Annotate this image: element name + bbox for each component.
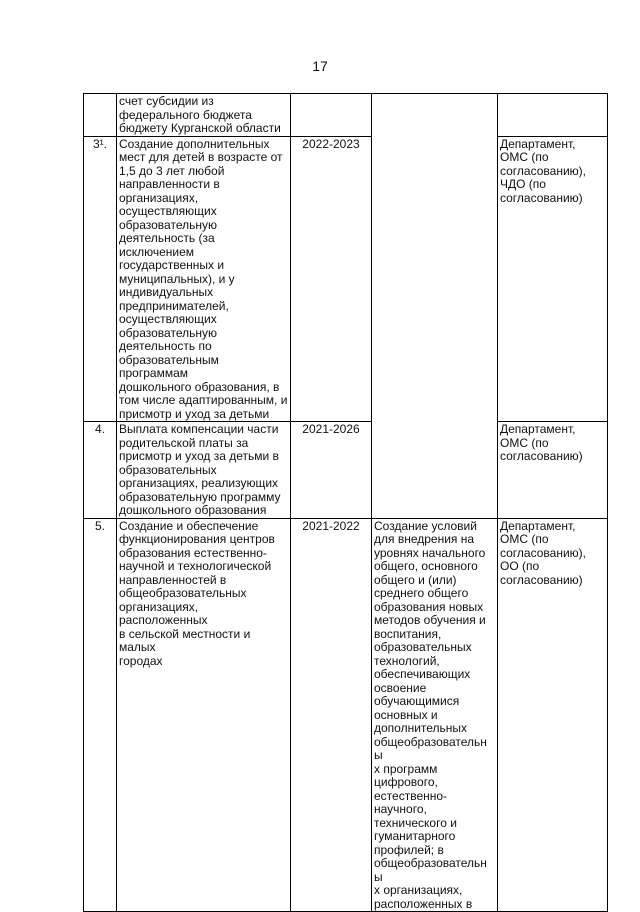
page-number: 17 — [312, 58, 328, 74]
row-number-cell: 4. — [84, 422, 117, 519]
measures-table — [83, 93, 608, 912]
row-number-cell: 5. — [84, 518, 117, 912]
table-row — [84, 422, 608, 519]
table-row — [84, 518, 608, 912]
row-number-cell — [84, 94, 117, 137]
table-row — [84, 94, 608, 137]
years-cell: 2021-2022 — [291, 518, 372, 912]
row-number-cell: 3¹. — [84, 136, 117, 422]
years-cell: 2022-2023 — [291, 136, 372, 422]
executor-cell: Департамент, ОМС (по согласованию), ОО (по согласованию) — [498, 518, 608, 912]
executor-cell: Департамент, ОМС (по согласованию), ЧДО (по согласованию) — [498, 136, 608, 422]
result-cell — [372, 94, 498, 519]
measure-cell: Создание и обеспечение функционирования центров образования естественно- научной и технологической направленностей в общеобразовательных организациях, расположенных в сельской местности и малых городах — [117, 518, 291, 912]
measure-cell: Выплата компенсации части родительской платы за присмотр и уход за детьми в образовательных организациях, реализующих образовательную программу дошкольного образования — [117, 422, 291, 519]
years-cell — [291, 94, 372, 137]
executor-cell — [498, 94, 608, 137]
executor-cell: Департамент, ОМС (по согласованию) — [498, 422, 608, 519]
measure-cell: счет субсидии из федерального бюджета бюджету Курганской области — [117, 94, 291, 137]
measure-cell: Создание дополнительных мест для детей в возрасте от 1,5 до 3 лет любой направленности в организациях, осуществляющих образовательную деятельность (за исключением государственных и муниципальных), и у индивидуальных предпринимателей, осуществляющих образовательную деятельность по образовательным программам дошкольного образования, в том числе адаптированным, и присмотр и уход за детьми — [117, 136, 291, 422]
years-cell: 2021-2026 — [291, 422, 372, 519]
table-row — [84, 136, 608, 422]
result-cell: Создание условий для внедрения на уровнях начального общего, основного общего и (или) среднего общего образования новых методов обучения и воспитания, образовательных технологий, обеспечивающих освоение обучающимися основных и дополнительных общеобразовательны х программ цифрового, естественно-научного, технического и гуманитарного профилей; в общеобразовательны х организациях, расположенных в — [372, 518, 498, 912]
